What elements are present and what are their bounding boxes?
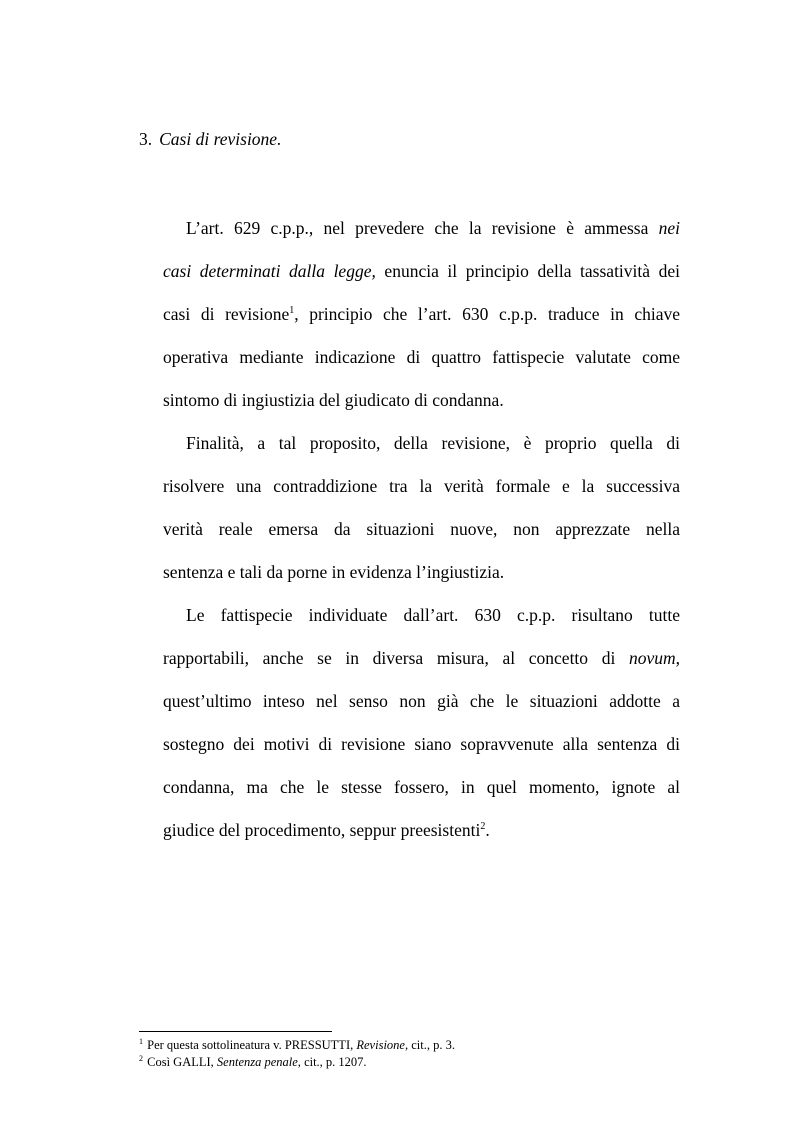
text-line: sostegno dei motivi di revisione siano sopravvenute alla sentenza di [163, 734, 680, 754]
text-line: condanna, ma che le stesse fossero, in quel momento, ignote al [163, 777, 680, 797]
section-number: 3. [139, 129, 153, 149]
footnote-1: $^1$ Per questa sottolineatura v. PRESSUTTI, Revisione, cit., p. 3. [139, 1037, 455, 1052]
text-line: Finalità, a tal proposito, della revisione, è proprio quella di [186, 433, 680, 453]
text-line: sintomo di ingiustizia del giudicato di condanna. [163, 390, 504, 410]
footnote-divider [139, 1031, 332, 1032]
section-heading [139, 127, 281, 151]
section-title: Casi di revisione. [159, 129, 282, 149]
text-line: operativa mediante indicazione di quattro fattispecie valutate come [163, 347, 680, 367]
text-line: L’art. 629 c.p.p., nel prevedere che la revisione è ammessa nei [186, 218, 681, 238]
text-line: risolvere una contraddizione tra la verità formale e la successiva [163, 476, 680, 496]
text-line: verità reale emersa da situazioni nuove, non apprezzate nella [163, 519, 680, 539]
text-line: giudice del procedimento, seppur preesistenti$^2$. [163, 820, 490, 840]
text-line: Le fattispecie individuate dall’art. 630 c.p.p. risultano tutte [186, 605, 680, 625]
text-line: casi di revisione$^1$, principio che l’art. 630 c.p.p. traduce in chiave [163, 304, 680, 324]
footnote-ref-2[interactable]: 2 [480, 821, 486, 832]
text-line: rapportabili, anche se in diversa misura, al concetto di novum, [163, 648, 680, 668]
text-line: casi determinati dalla legge, enuncia il principio della tassatività dei [163, 261, 680, 281]
text-line: sentenza e tali da porne in evidenza l’ingiustizia. [163, 562, 505, 582]
footnote-2: $^2$ Così GALLI, Sentenza penale, cit., p. 1207. [139, 1054, 367, 1069]
text-line: quest’ultimo inteso nel senso non già che le situazioni addotte a [163, 691, 680, 711]
footnote-ref-1[interactable]: 1 [289, 305, 295, 316]
